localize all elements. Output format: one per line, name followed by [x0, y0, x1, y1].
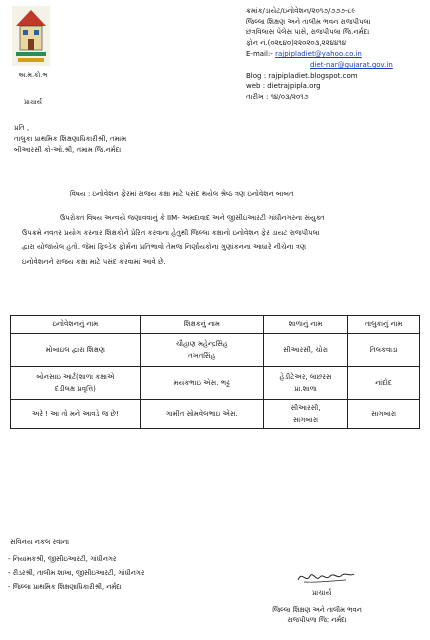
email-link-yahoo[interactable]: rajpipladiet@yahoo.co.in [275, 50, 362, 59]
signatory-role: પ્રાચાર્ય [312, 589, 332, 597]
table-row [11, 367, 420, 400]
copy-to-item: - નિયામકશ્રી, જીસીઇઆરટી, ગાંધીનગર [8, 555, 117, 563]
email-label: E-mail:- [246, 50, 273, 59]
table-row [11, 400, 420, 429]
logo-caption: અ.મ.કો.ભ [18, 71, 48, 79]
cell-taluka: તિલકવાડા [348, 334, 420, 367]
signatory-office [262, 605, 372, 625]
letterhead [246, 6, 426, 102]
reference-number: ક્રમાંક/ડાયેટ/ઇનોવેશન/૨૦૧૭/૭૭૭-૮૯ [246, 7, 356, 15]
cell-school [263, 400, 347, 429]
cell-innovation: અરે ! આ તો મને આવડે જ છે! [11, 400, 141, 429]
table-header-row [11, 316, 420, 334]
cell-taluka: સાગબારા [348, 400, 420, 429]
cell-teacher [140, 334, 263, 367]
web-link[interactable]: dietrajpipla.org [267, 82, 321, 91]
innovation-table [10, 315, 420, 429]
recipient-prefix: પ્રતિ , [14, 124, 30, 132]
cell-taluka: નાંદોદ [348, 367, 420, 400]
teacher-name-line-1: ચૌહાણ મહેન્દ્રસિંહ [175, 340, 228, 348]
email-row [246, 49, 426, 60]
body-line-2: ઉપક્રમે નવતર પ્રયોગ કરનાર શિક્ષકોને પ્રેરિત કરવાના હેતુથી જિલ્લા કક્ષાનો ઇનોવેશન ફેર ડાયટ રાજપીપલા [22, 228, 320, 237]
recipient-block [14, 123, 126, 156]
blog-label: Blog : [246, 71, 267, 80]
office-name: જિલ્લા શિક્ષણ અને તાલીમ ભવન રાજપીપલા [246, 17, 371, 26]
signatory-office-line-2: રાજપીપળા જિ: નર્મદા [287, 616, 347, 624]
blog-link[interactable]: rajpipladiet.blogspot.com [268, 71, 358, 80]
email-link-gov[interactable]: diet-nar@gujarat.gov.in [310, 60, 393, 69]
signature-scribble [296, 568, 356, 586]
date-label: તારીખ : [246, 92, 269, 101]
office-phone: ફોન નં.(૦૨૬૪૦)૨૨૦૨૦૩,૨૨૪૪૧૪ [246, 38, 347, 47]
school-line-1: હેડીટેઅર, લાછરસ [279, 373, 332, 381]
web-label: web : [246, 82, 266, 91]
copy-to-heading: સવિનય નકલ રવાના [10, 538, 70, 546]
logo-role-label: પ્રાચાર્ય [24, 98, 42, 106]
school-line-1: સીઆરસી, [290, 404, 321, 412]
col-header-school: શાળાનું નામ [263, 316, 347, 334]
cell-teacher: ગામીત સોમવેલભાઇ એસ. [140, 400, 263, 429]
copy-to-item: - રીડરશ્રી, તાલીમ શાખા, જીસીઇઆરટી, ગાંધીનગર [8, 569, 145, 577]
cell-school [263, 367, 347, 400]
office-address: છત્રવિલાસ પેલેસ પાસે, રાજપીપલા જિ.નર્મદા [246, 28, 370, 37]
body-line-4: ઇનોવેશનને રાજય કક્ષા માટે પસંદ કરવામાં આવે છે. [22, 257, 166, 266]
diet-logo [12, 6, 50, 66]
table-row [11, 334, 420, 367]
email-row-2 [246, 60, 426, 71]
cell-innovation [11, 367, 141, 400]
col-header-taluka: તાલુકાનું નામ [348, 316, 420, 334]
date-row [246, 92, 426, 103]
copy-to-item: - જિલ્લા પ્રાથમિક શિક્ષણાધિકારીશ્રી, નર્મદા [8, 583, 122, 591]
innovation-line-2: દંડીલક્ષ પ્રવૃત્તિ) [54, 385, 96, 393]
body-line-1: ઉપરોક્ત વિષય અન્વયે જણાવવાનું કે IIM- અમદાવાદ અને જીસીઇઆરટી ગાંધીનગરના સંયુક્ત [60, 214, 325, 222]
cell-innovation: મોબાઇલ દ્વારા શિક્ષણ [11, 334, 141, 367]
signatory-office-line-1: જિલ્લા શિક્ષણ અને તાલીમ ભવન [272, 606, 362, 614]
school-line-2: સાગબારા [292, 416, 319, 424]
recipient-line-1: તાલુકા પ્રાથમિક શિક્ષણાધિકારીશ્રી, તમામ [14, 135, 127, 143]
teacher-name-line-2: તખતસિંહ [188, 352, 216, 360]
cell-teacher: મયંકભાઇ એસ. ભટ્ટ [140, 367, 263, 400]
col-header-innovation: ઇનોવેશનનું નામ [11, 316, 141, 334]
innovation-line-1: બોનસાઇ આર્ટ(શાળા કક્ષાએ [36, 373, 115, 381]
body-line-3: દ્વારા યોજાયેલ હતો. જેમાં ફિલ્ડેક ફોર્મના પ્રતિભાવો તેમજ નિર્ણાયકોના ગુણાંકનના આધારે નીચેના ત્રણ [22, 243, 307, 251]
col-header-teacher: શિક્ષકનું નામ [140, 316, 263, 334]
web-row [246, 81, 426, 92]
letter-date: ૧૪/૦૩/૨૦૧૭ [270, 92, 309, 101]
letter-body [22, 211, 418, 269]
school-line-2: પ્રા.શાળા [294, 385, 317, 393]
cell-school: સીઆરસી, ચોરા [263, 334, 347, 367]
recipient-line-2: બીઆરસી કો-ઓ.શ્રી, તમામ જિ.નર્મદા [14, 146, 122, 154]
subject-line: વિષય : ઇનોવેશન ફેરમાં રાજય કક્ષા માટે પસંદ થયેલ શ્રેષ્ઠ ત્રણ ઇનોવેશન બાબત [70, 190, 294, 198]
blog-row [246, 71, 426, 82]
copy-to-list [8, 552, 144, 594]
